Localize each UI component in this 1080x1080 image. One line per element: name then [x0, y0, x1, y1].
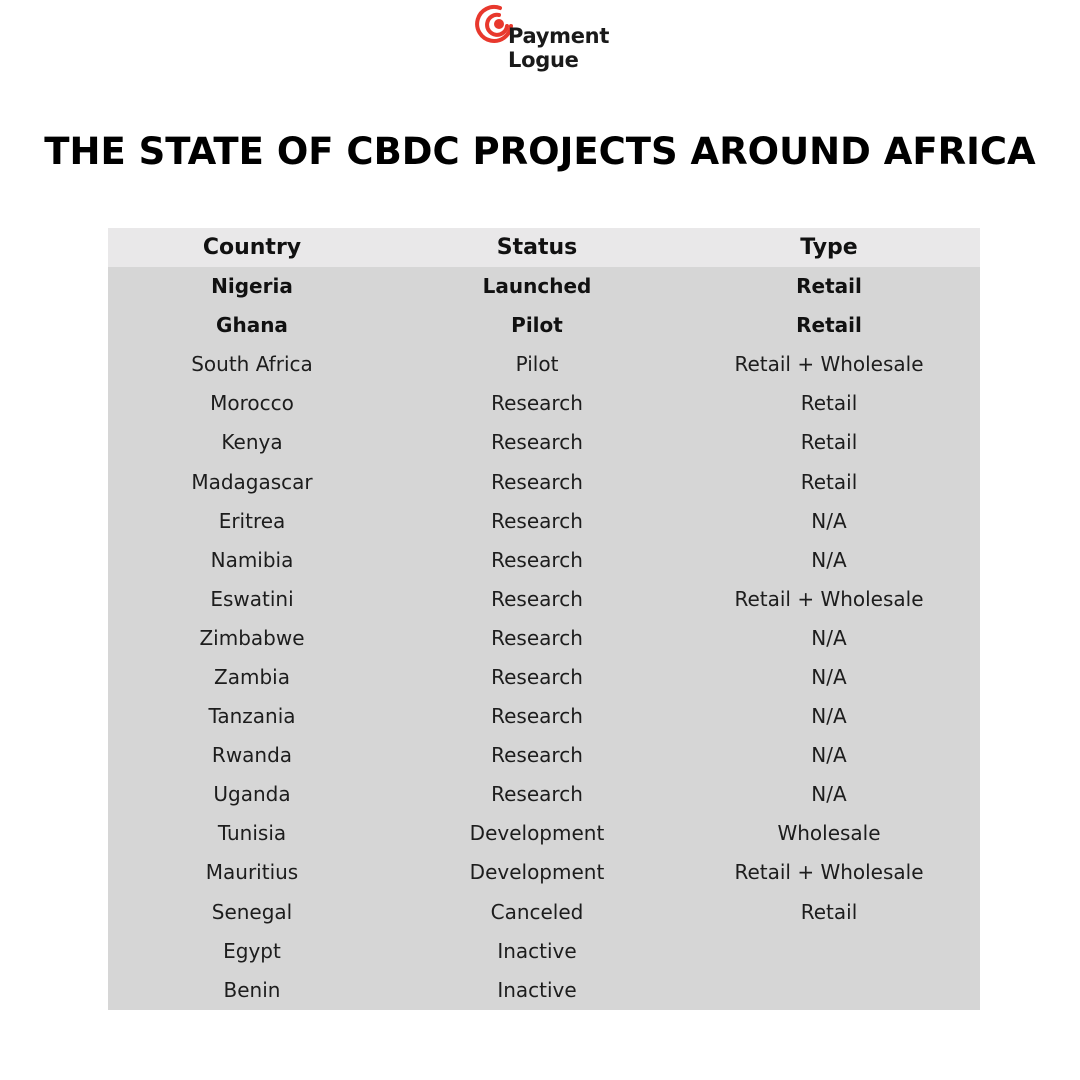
cell-status: Research: [491, 469, 583, 494]
cell-type: N/A: [811, 625, 847, 650]
cell-status: Pilot: [515, 352, 559, 377]
logo-line-2: Logue: [508, 48, 579, 72]
cell-type: [678, 932, 980, 971]
table-body: [108, 267, 980, 1010]
cell-country: Tunisia: [217, 821, 287, 846]
table-row: [108, 423, 980, 462]
table-header: [108, 228, 980, 267]
table-row: [108, 306, 980, 345]
cell-type: Wholesale: [777, 821, 881, 846]
cell-status: Research: [491, 664, 583, 689]
cell-country: Senegal: [211, 899, 293, 924]
cell-country: Uganda: [213, 782, 291, 807]
cell-type: Retail: [800, 391, 858, 416]
table-row: [108, 853, 980, 892]
logo-wordmark: [508, 24, 609, 72]
brand-logo: [470, 0, 620, 76]
cell-status: Research: [491, 625, 583, 650]
cell-type: Retail + Wholesale: [734, 586, 924, 611]
table-row: [108, 580, 980, 619]
cell-type: Retail: [796, 274, 862, 299]
cell-type: [678, 971, 980, 1010]
cell-status: Research: [491, 586, 583, 611]
table-row: [108, 345, 980, 384]
header-row: [108, 228, 980, 267]
cbdc-projects-table: [108, 228, 980, 1010]
cell-type: Retail: [796, 313, 862, 338]
table-row: [108, 502, 980, 541]
cell-status: Research: [491, 391, 583, 416]
cell-status: Research: [491, 782, 583, 807]
cell-country: Kenya: [221, 430, 283, 455]
cell-country: Namibia: [210, 547, 294, 572]
cell-type: N/A: [811, 664, 847, 689]
table-row: [108, 658, 980, 697]
table-row: [108, 971, 980, 1010]
cbdc-table-container: [108, 228, 980, 1010]
cell-type: Retail: [800, 430, 858, 455]
cell-country: Ghana: [216, 313, 288, 338]
cell-country: Madagascar: [191, 469, 313, 494]
cell-type: N/A: [811, 704, 847, 729]
cell-country: Morocco: [210, 391, 294, 416]
table-row: [108, 893, 980, 932]
cell-type: N/A: [811, 743, 847, 768]
logo-line-1: Payment: [508, 24, 610, 48]
cell-type: Retail: [800, 899, 858, 924]
table-row: [108, 541, 980, 580]
cell-type: N/A: [811, 508, 847, 533]
cell-country: Nigeria: [211, 274, 293, 299]
header-country: Country: [202, 235, 302, 260]
cell-country: Eswatini: [210, 586, 294, 611]
table-row: [108, 814, 980, 853]
cell-status: Inactive: [497, 977, 577, 1002]
cell-status: Research: [491, 430, 583, 455]
header-status: Status: [496, 235, 578, 260]
cell-country: Rwanda: [211, 743, 293, 768]
table-row: [108, 384, 980, 423]
cell-status: Development: [469, 860, 605, 885]
table-row: [108, 736, 980, 775]
cell-type: N/A: [811, 782, 847, 807]
page-title: THE STATE OF CBDC PROJECTS AROUND AFRICA: [44, 130, 1036, 173]
cell-status: Launched: [482, 274, 592, 299]
cell-type: Retail + Wholesale: [734, 860, 924, 885]
cell-status: Research: [491, 547, 583, 572]
table-row: [108, 697, 980, 736]
cell-country: Zambia: [214, 664, 290, 689]
cell-status: Research: [491, 508, 583, 533]
cell-country: Eritrea: [218, 508, 286, 533]
cell-country: Benin: [223, 977, 281, 1002]
cell-status: Research: [491, 704, 583, 729]
header-type: Type: [800, 235, 858, 260]
cell-type: Retail + Wholesale: [734, 352, 924, 377]
cell-type: Retail: [800, 469, 858, 494]
table-row: [108, 932, 980, 971]
cell-status: Research: [491, 743, 583, 768]
cell-country: Zimbabwe: [199, 625, 305, 650]
cell-country: Mauritius: [205, 860, 299, 885]
cell-country: South Africa: [191, 352, 313, 377]
table-row: [108, 775, 980, 814]
cell-status: Inactive: [497, 938, 577, 963]
cell-status: Canceled: [490, 899, 584, 924]
cell-status: Development: [469, 821, 605, 846]
cell-country: Egypt: [223, 938, 281, 963]
table-row: [108, 462, 980, 501]
table-row: [108, 267, 980, 306]
cell-type: N/A: [811, 547, 847, 572]
table-row: [108, 619, 980, 658]
cell-status: Pilot: [511, 313, 563, 338]
cell-country: Tanzania: [208, 704, 296, 729]
